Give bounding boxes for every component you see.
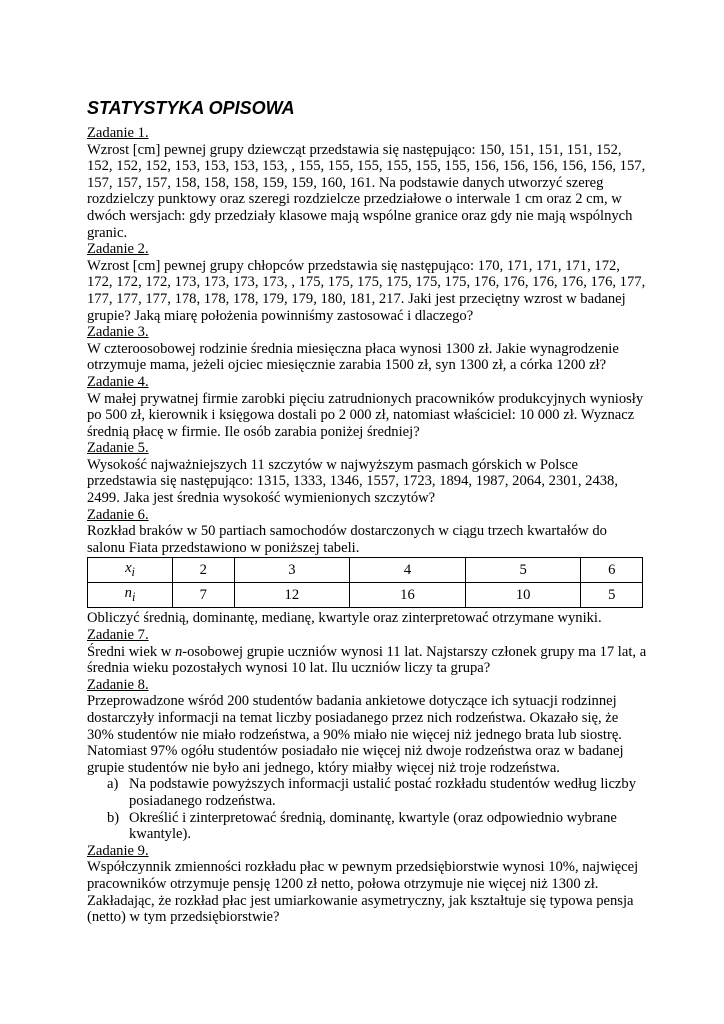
task-8-list (87, 776, 647, 842)
table-cell: 7 (173, 583, 235, 608)
table-row (88, 558, 643, 583)
task-4-heading: Zadanie 4. (87, 373, 149, 390)
page-title: STATYSTYKA OPISOWA (87, 98, 295, 118)
task-6-after-text: Obliczyć średnią, dominantę, medianę, kwartyle oraz zinterpretować otrzymane wyniki. (87, 610, 602, 627)
task-5-text: Wysokość najważniejszych 11 szczytów w najwyższym pasmach górskich w Polsce przedstawia się następująco: 1315, 1333, 1346, 1557, 1723, 1894, 1987, 2064, 2301, 2438, 2499. Jaka jest średnia wysokość wymienionych szczytów? (87, 456, 618, 507)
table-row-header-n: $n_i$ (88, 583, 173, 608)
task-6-heading: Zadanie 6. (87, 506, 149, 523)
task-5-heading: Zadanie 5. (87, 440, 149, 457)
table-row (88, 583, 643, 608)
table-cell: 5 (465, 558, 581, 583)
task-7-text: Średni wiek w n-osobowej grupie uczniów wynosi 11 lat. Najstarszy członek grupy ma 17 lat, a średnia wieku pozostałych wynosi 10 lat. Ilu uczniów liczy ta grupa? (87, 643, 647, 677)
task-2-text: Wzrost [cm] pewnej grupy chłopców przedstawia się następująco: 170, 171, 171, 171, 172, 172, 172, 172, 173, 173, 173, 173, , 175, 175, 175, 175, 175, 175, 176, 176, 176, 176, 176, 177, 177, 177, 177, 178, 178, 178, 179, 179, 180, 181, 217. Jaki jest przeciętny wzrost w badanej grupie? Jaką miarę położenia powinniśmy zastosować i dlaczego? (87, 257, 646, 324)
task-8-text: Przeprowadzone wśród 200 studentów badania ankietowe dotyczące ich sytuacji rodzinnej dostarczyły informacji na temat liczby posiadanego przez nich rodzeństwa. Okazało się, że 30% studentów nie miało rodzeństwa, a 90% miało nie więcej niż jednego brata lub siostrę. Natomiast 97% ogółu studentów posiadało nie więcej niż dwoje rodzeństwa oraz w badanej grupie studentów nie było ani jednego, który miałby więcej niż troje rodzeństwa. (87, 693, 624, 776)
table-cell: 10 (465, 583, 581, 608)
task-6-text: Rozkład braków w 50 partiach samochodów dostarczonych w ciągu trzech kwartałów do salonu Fiata przedstawiono w poniższej tabeli. (87, 523, 607, 556)
task-9-heading: Zadanie 9. (87, 842, 149, 859)
table-cell: 4 (350, 558, 466, 583)
document-page (87, 97, 647, 926)
task-1-text: Wzrost [cm] pewnej grupy dziewcząt przedstawia się następująco: 150, 151, 151, 151, 152, 152, 152, 152, 153, 153, 153, 153, , 155, 155, 155, 155, 155, 155, 156, 156, 156, 156, 156, 157, 157, 157, 157, 158, 158, 158, 159, 159, 160, 161. Na podstawie danych utworzyć szereg rozdzielczy punktowy oraz szeregi rozdzielcze przedziałowe o interwale 1 cm oraz 2 cm, w dwóch wersjach: gdy przedziały klasowe mają wspólne granice oraz gdy nie mają wspólnych granic. (87, 141, 646, 241)
task-7-heading: Zadanie 7. (87, 627, 149, 644)
table-cell: 5 (581, 583, 643, 608)
task-9-text: Współczynnik zmienności rozkładu płac w pewnym przedsiębiorstwie wynosi 10%, najwięcej pracowników otrzymuje pensję 1200 zł netto, połowa otrzymuje nie więcej niż 1300 zł. Zakładając, że rozkład płac jest umiarkowanie asymetryczny, jak kształtuje się typowa pensja (netto) w tym przedsiębiorstwie? (87, 859, 639, 926)
task-3-heading: Zadanie 3. (87, 324, 149, 341)
table-cell: 6 (581, 558, 643, 583)
defects-table (87, 557, 643, 608)
table-row-header-x: $x_i$ (88, 558, 173, 583)
table-cell: 16 (350, 583, 466, 608)
table-cell: 2 (173, 558, 235, 583)
table-cell: 3 (234, 558, 350, 583)
table-cell: 12 (234, 583, 350, 608)
list-item: a) Na podstawie powyższych informacji ustalić postać rozkładu studentów według liczby posiadanego rodzeństwa. (107, 776, 636, 809)
task-4-text: W małej prywatnej firmie zarobki pięciu zatrudnionych pracowników produkcyjnych wyniosły po 500 zł, kierownik i księgowa dostali po 2 000 zł, natomiast właściciel: 10 000 zł. Wyznacz średnią płacę w firmie. Ile osób zarabia poniżej średniej? (87, 390, 644, 440)
task-2-heading: Zadanie 2. (87, 241, 149, 258)
task-3-text: W czteroosobowej rodzinie średnia miesięczna płaca wynosi 1300 zł. Jakie wynagrodzenie otrzymuje mama, jeżeli ojciec miesięcznie zarabia 1500 zł, syn 1300 zł, a córka 1200 zł? (87, 340, 619, 374)
list-item: b) Określić i zinterpretować średnią, dominantę, kwartyle (oraz odpowiednio wybrane kwantyle). (107, 809, 617, 843)
task-1-heading: Zadanie 1. (87, 125, 149, 141)
task-8-heading: Zadanie 8. (87, 676, 149, 693)
